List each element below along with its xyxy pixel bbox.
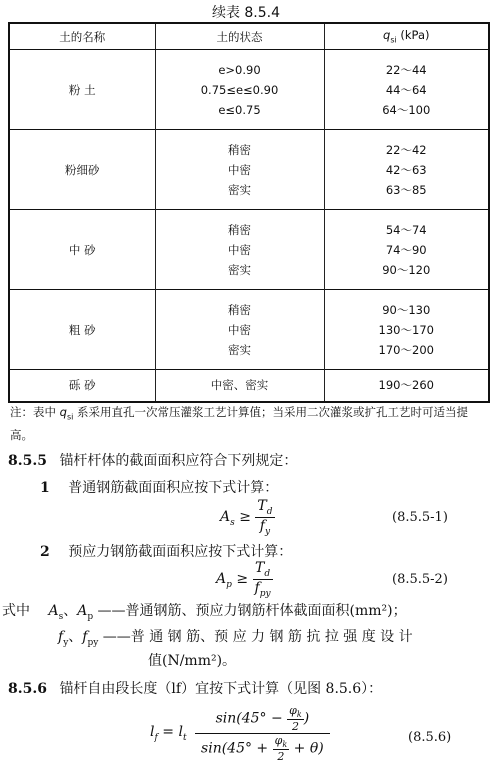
qsi-value: 44～64: [385, 82, 427, 97]
soil-state: 中密: [228, 322, 251, 337]
qsi-value: 63～85: [385, 182, 427, 197]
table-note: 注：表中 $q_{si}$ 系采用直孔一次常压灌浆工艺计算值；当采用二次灌浆或扩孔工艺时可适当提高。: [10, 405, 469, 443]
soil-table: [8, 22, 490, 403]
qsi-value: 170～200: [378, 342, 434, 357]
item-2: [40, 541, 292, 561]
section-number: 8.5.5: [8, 453, 47, 469]
qsi-cell: [324, 130, 489, 210]
qsi-cell: [324, 370, 489, 402]
soil-state: 中密: [228, 242, 251, 257]
equation-number: (8.5.6): [408, 730, 452, 745]
soil-state-cell: [155, 130, 324, 210]
soil-state: 中密: [228, 162, 251, 177]
table-caption: 续表 8.5.4: [211, 5, 281, 21]
table-row: [9, 210, 489, 290]
section-text: 锚杆杆体的截面面积应符合下列规定：: [59, 453, 298, 469]
section-8-5-6: [8, 678, 382, 698]
soil-state: e>0.90: [218, 62, 261, 77]
equation-8-5-6: $l_f = l_t$ sin(45° − $\frac{\varphi_k}{2}$ ) sin(45° + $\frac{\varphi_k}{2}$ + θ): [150, 704, 330, 763]
table-row: [9, 290, 489, 370]
header-soil-state: 土的状态: [155, 23, 324, 50]
item-text: 预应力钢筋截面面积应按下式计算：: [68, 544, 293, 560]
qsi-value: 42～63: [385, 162, 427, 177]
soil-name-cell: 中 砂: [9, 210, 155, 290]
item-number: 2: [40, 544, 50, 560]
section-8-5-5: [8, 450, 297, 470]
table-row: [9, 370, 489, 402]
qsi-value: 22～42: [385, 142, 427, 157]
soil-state: 稍密: [228, 302, 251, 317]
qsi-cell: [324, 50, 489, 130]
soil-state: 密实: [228, 182, 251, 197]
soil-name-cell: 粉 土: [9, 50, 155, 130]
equation-8-5-5-2: $A_p$ ≥ $\frac{T_d}{f_{py}}$: [216, 560, 271, 599]
table-row: [9, 130, 489, 210]
qsi-value: 130～170: [378, 322, 434, 337]
where-clause-2-cont: 值(N/mm²)。: [148, 653, 237, 669]
soil-state: 稍密: [228, 222, 251, 237]
soil-state: 密实: [228, 342, 251, 357]
equation-number: (8.5.5-2): [392, 572, 448, 587]
item-text: 普通钢筋截面面积应按下式计算：: [68, 480, 279, 496]
section-number: 8.5.6: [8, 681, 47, 697]
equation-8-5-5-1: $A_s$ ≥ $\frac{T_d}{f_y}$: [220, 498, 273, 537]
table-row: [9, 50, 489, 130]
soil-state: 中密、密实: [210, 378, 269, 393]
soil-state: 0.75≤e≤0.90: [200, 82, 279, 97]
qsi-value: 64～100: [382, 102, 431, 117]
soil-name-cell: 粗 砂: [9, 290, 155, 370]
qsi-value: 22～44: [385, 62, 427, 77]
section-text: 锚杆自由段长度（lf）宜按下式计算（见图 8.5.6）：: [59, 681, 383, 697]
where-desc: ——普通钢筋、预应力钢筋杆体截面面积(mm²)；: [97, 603, 407, 619]
qsi-value: 190～260: [378, 378, 434, 393]
qsi-value: 54～74: [385, 222, 427, 237]
where-desc: ——普 通 钢 筋、预 应 力 钢 筋 抗 拉 强 度 设 计: [102, 629, 413, 645]
soil-state-cell: [155, 370, 324, 402]
where-lead: 式中: [2, 603, 30, 619]
qsi-value: 90～130: [382, 302, 431, 317]
qsi-cell: [324, 290, 489, 370]
equation-number: (8.5.5-1): [392, 510, 448, 525]
soil-state-cell: [155, 290, 324, 370]
soil-state-cell: [155, 50, 324, 130]
soil-state-cell: [155, 210, 324, 290]
header-qsi: $q_{si}$ (kPa): [324, 23, 489, 50]
header-soil-name: 土的名称: [9, 23, 155, 50]
soil-state: e≤0.75: [218, 102, 261, 117]
qsi-cell: [324, 210, 489, 290]
qsi-value: 74～90: [385, 242, 427, 257]
soil-state: 密实: [228, 262, 251, 277]
soil-state: 稍密: [228, 142, 251, 157]
where-clause-1: 式中 $A_s$、$A_p$ ——普通钢筋、预应力钢筋杆体截面面积(mm²)；: [2, 603, 407, 622]
soil-name-cell: 粉细砂: [9, 130, 155, 210]
item-1: [40, 477, 278, 497]
item-number: 1: [40, 480, 50, 496]
where-clause-2: $f_y$、$f_{py}$ ——普 通 钢 筋、预 应 力 钢 筋 抗 拉 强 度 设 计: [58, 629, 413, 648]
qsi-value: 90～120: [382, 262, 431, 277]
soil-name-cell: 砾 砂: [9, 370, 155, 402]
